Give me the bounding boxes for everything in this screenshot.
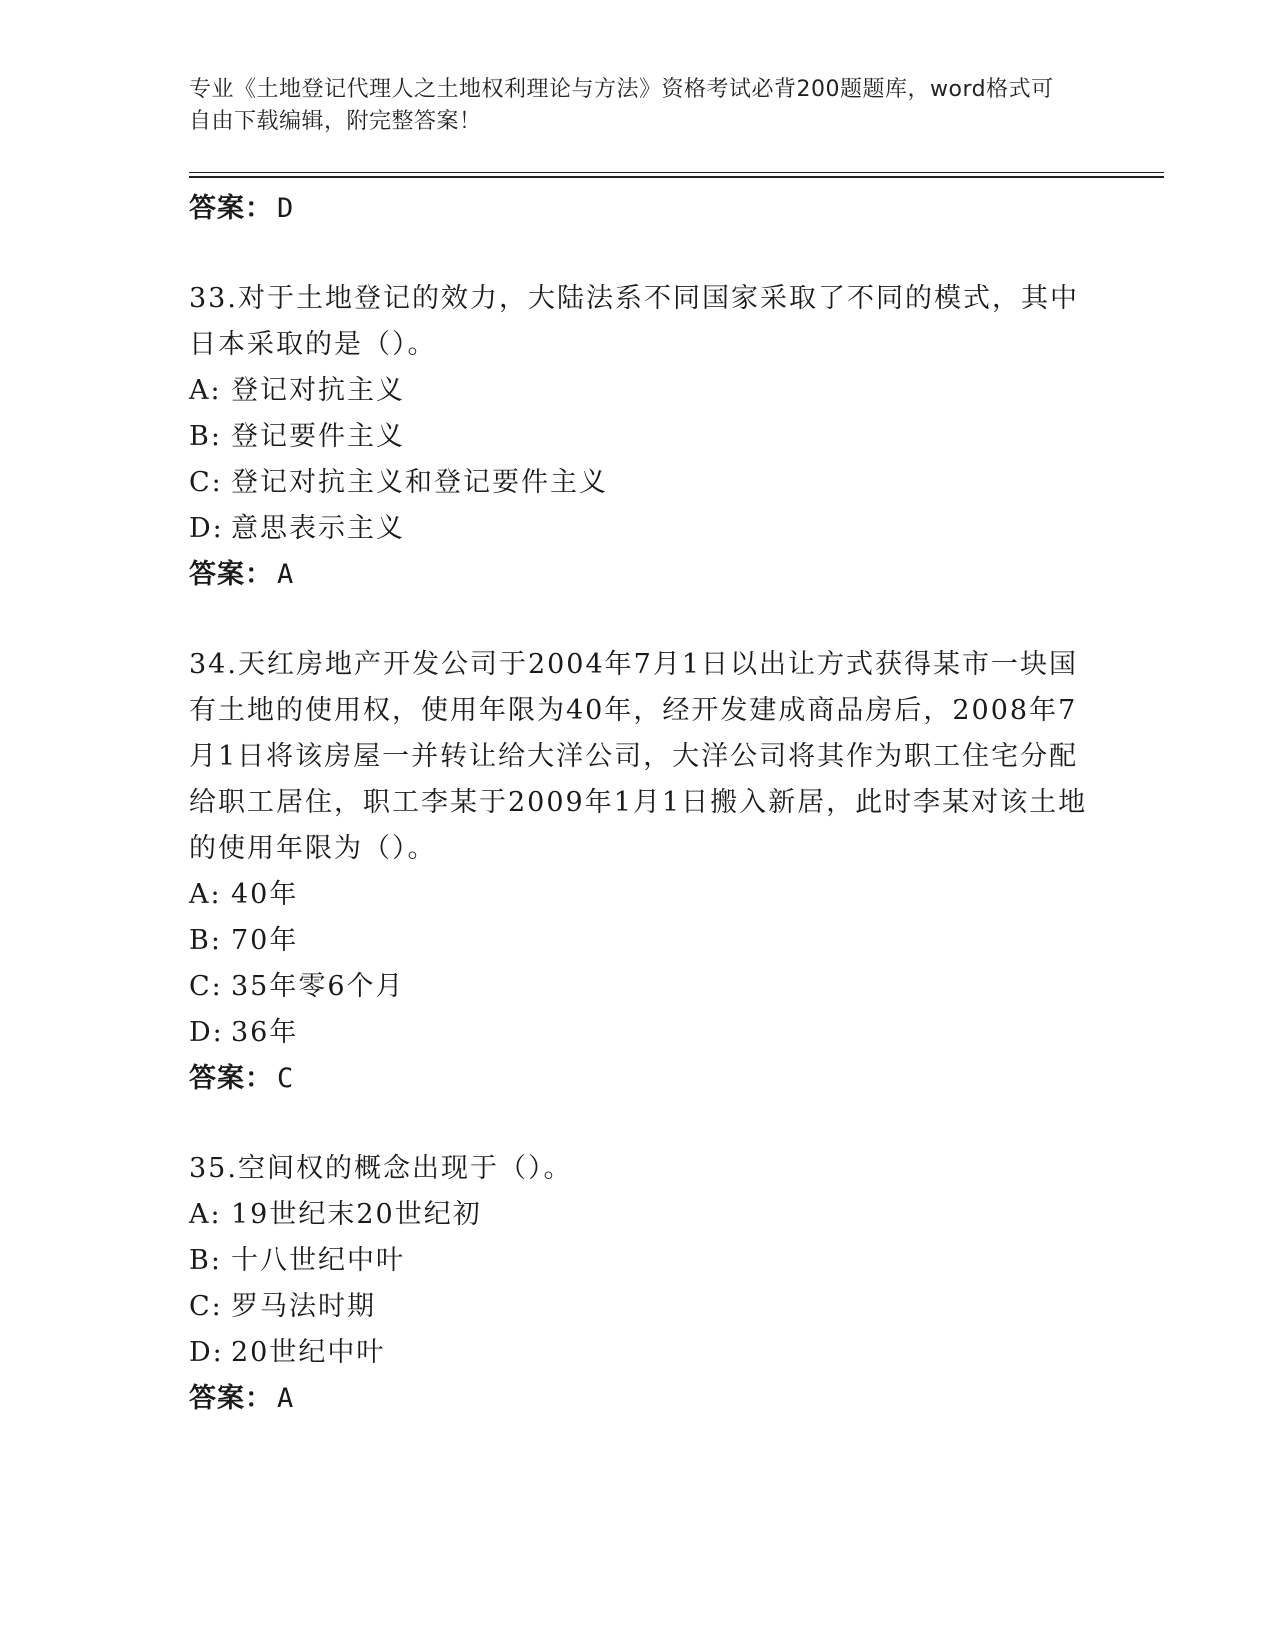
spacer [189, 598, 1089, 642]
answer [189, 1376, 1089, 1422]
option-d [189, 1010, 1089, 1056]
document-content [189, 186, 1089, 1422]
option-c [189, 964, 1089, 1010]
option-letter: D: [189, 1017, 224, 1048]
question-34 [189, 642, 1089, 1102]
question-stem: 33.对于土地登记的效力，大陆法系不同国家采取了不同的模式，其中日本采取的是（）。 [189, 283, 1079, 360]
option-text: 登记对抗主义和登记要件主义 [231, 467, 608, 498]
answer [189, 1056, 1089, 1102]
option-a [189, 872, 1089, 918]
spacer [189, 1102, 1089, 1146]
option-b [189, 1238, 1089, 1284]
question-stem: 34.天红房地产开发公司于2004年7月1日以出让方式获得某市一块国有土地的使用权，使用年限为40年，经开发建成商品房后，2008年7月1日将该房屋一并转让给大洋公司，大洋公司将其作为职工住宅分配给职工居住，职工李某于2009年1月1日搬入新居，此时李某对该土地的使用年限为（）。 [189, 649, 1088, 864]
option-text: 19世纪末20世纪初 [231, 1199, 482, 1230]
answer-value: C [277, 1063, 295, 1094]
option-letter: A: [189, 375, 222, 406]
option-letter: B: [189, 421, 222, 452]
answer-value: D [277, 193, 295, 224]
option-c [189, 1284, 1089, 1330]
option-b [189, 414, 1089, 460]
option-b [189, 918, 1089, 964]
question-33 [189, 276, 1089, 598]
answer [189, 552, 1089, 598]
document-header: 专业《土地登记代理人之土地权利理论与方法》资格考试必背200题题库，word格式可自由下载编辑，附完整答案！ [189, 77, 1054, 134]
option-text: 35年零6个月 [231, 971, 405, 1002]
answer-value: A [277, 1383, 295, 1414]
option-text: 20世纪中叶 [231, 1337, 386, 1368]
option-c [189, 460, 1089, 506]
answer-label: 答案： [189, 1063, 273, 1094]
option-text: 40年 [231, 879, 299, 910]
option-d [189, 1330, 1089, 1376]
option-letter: D: [189, 1337, 224, 1368]
option-letter: C: [189, 1291, 223, 1322]
answer-previous [189, 186, 1089, 232]
option-text: 登记要件主义 [231, 421, 405, 452]
header-rule-thick [189, 176, 1164, 178]
option-text: 意思表示主义 [231, 513, 405, 544]
option-letter: D: [189, 513, 224, 544]
question-stem: 35.空间权的概念出现于（）。 [189, 1153, 573, 1184]
option-d [189, 506, 1089, 552]
option-letter: B: [189, 925, 222, 956]
answer-label: 答案： [189, 1383, 273, 1414]
question-35 [189, 1146, 1089, 1422]
option-letter: A: [189, 879, 222, 910]
option-a [189, 368, 1089, 414]
spacer [189, 232, 1089, 276]
option-text: 70年 [231, 925, 299, 956]
option-letter: A: [189, 1199, 222, 1230]
option-text: 十八世纪中叶 [231, 1245, 405, 1276]
option-letter: B: [189, 1245, 222, 1276]
option-a [189, 1192, 1089, 1238]
option-text: 罗马法时期 [231, 1291, 376, 1322]
option-letter: C: [189, 467, 223, 498]
option-text: 36年 [231, 1017, 299, 1048]
answer-label: 答案： [189, 193, 273, 224]
answer-value: A [277, 559, 295, 590]
answer-label: 答案： [189, 559, 273, 590]
header-rule-thin [189, 172, 1164, 173]
option-letter: C: [189, 971, 223, 1002]
option-text: 登记对抗主义 [231, 375, 405, 406]
